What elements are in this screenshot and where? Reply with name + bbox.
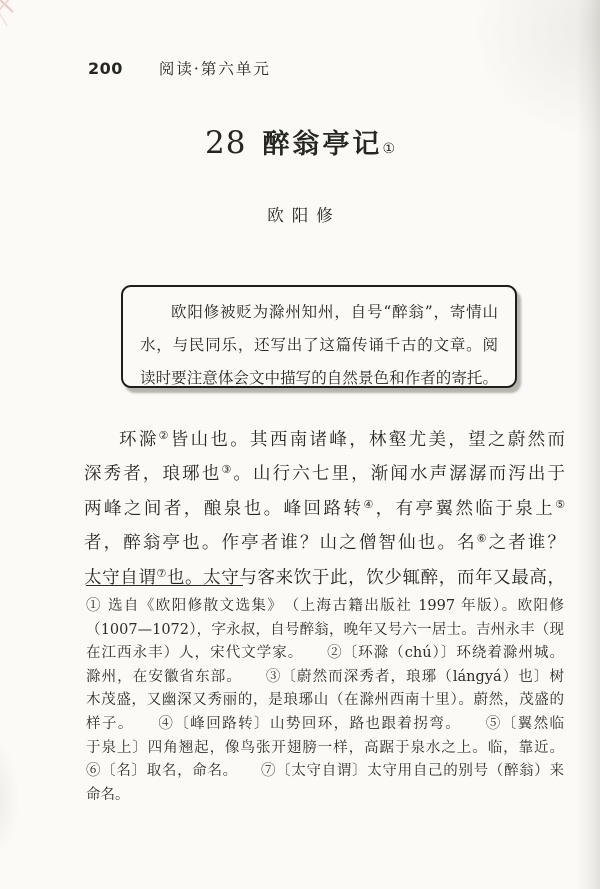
footnote-line: （1007—1072），字永叔，自号醉翁，晚年又号六一居士。吉州永丰（现 xyxy=(86,621,564,638)
page-header xyxy=(88,57,271,79)
intro-line: 读时要注意体会文中描写的自然景色和作者的寄托。 xyxy=(140,369,498,387)
page-number: 200 xyxy=(88,59,123,78)
main-text xyxy=(84,421,565,593)
footnote-line: ⑥〔名〕取名，命名。 ⑦〔太守自谓〕太守用自己的别号（醉翁）来 xyxy=(86,763,564,780)
main-text-line: 太守自谓⑦也。太守与客来饮于此，饮少辄醉，而年又最高， xyxy=(84,566,566,588)
footnote-line: 木茂盛，又幽深又秀丽的，是琅琊山（在滁州西南十里）。蔚然，茂盛的 xyxy=(86,692,564,709)
author-name: 欧阳修 xyxy=(267,206,341,225)
lesson-title-text: 醉翁亭记 xyxy=(262,129,383,160)
lesson-number: 28 xyxy=(204,125,247,161)
main-text-line: 两峰之间者，酿泉也。峰回路转④，有亭翼然临于泉上⑤ xyxy=(84,497,565,519)
intro-box xyxy=(121,285,517,388)
footnote-line: 命名。 xyxy=(86,786,130,803)
footnote-line: 于泉上〕四角翘起，像鸟张开翅膀一样，高踞于泉水之上。临，靠近。 xyxy=(86,739,564,756)
footnote-divider xyxy=(86,585,243,586)
footnote-line: 样子。 ④〔峰回路转〕山势回环，路也跟着拐弯。 ⑤〔翼然临 xyxy=(86,715,564,732)
scan-smudge xyxy=(0,739,20,859)
footnote-line: ① 选自《欧阳修散文选集》 （上海古籍出版社 1997 年版）。欧阳修 xyxy=(86,598,564,614)
lesson-title xyxy=(0,122,600,161)
main-text-line: 者，醉翁亭也。作亭者谁？山之僧智仙也。名⑥之者谁？ xyxy=(84,532,566,554)
title-footnote-ref: ① xyxy=(382,141,395,157)
section-label: 阅读·第六单元 xyxy=(158,60,271,78)
footnote-line: 滁州，在安徽省东部。 ③〔蔚然而深秀者，琅琊（lángyá）也〕树 xyxy=(86,668,564,685)
main-text-line: 深秀者，琅琊也③。山行六七里，渐闻水声潺潺而泻出于 xyxy=(84,463,565,485)
footnotes xyxy=(86,595,564,807)
intro-line: 欧阳修被贬为滁州知州，自号“醉翁”，寄情山 xyxy=(171,303,498,321)
footnote-line: 在江西永丰）人，宋代文学家。 ②〔环滁（chú）〕环绕着滁州城。 xyxy=(86,645,564,662)
main-text-line: 环滁②皆山也。其西南诸峰，林壑尤美，望之蔚然而 xyxy=(119,429,566,450)
red-pen-mark-icon xyxy=(0,0,23,30)
intro-line: 水，与民同乐，还写出了这篇传诵千古的文章。阅 xyxy=(140,336,498,354)
